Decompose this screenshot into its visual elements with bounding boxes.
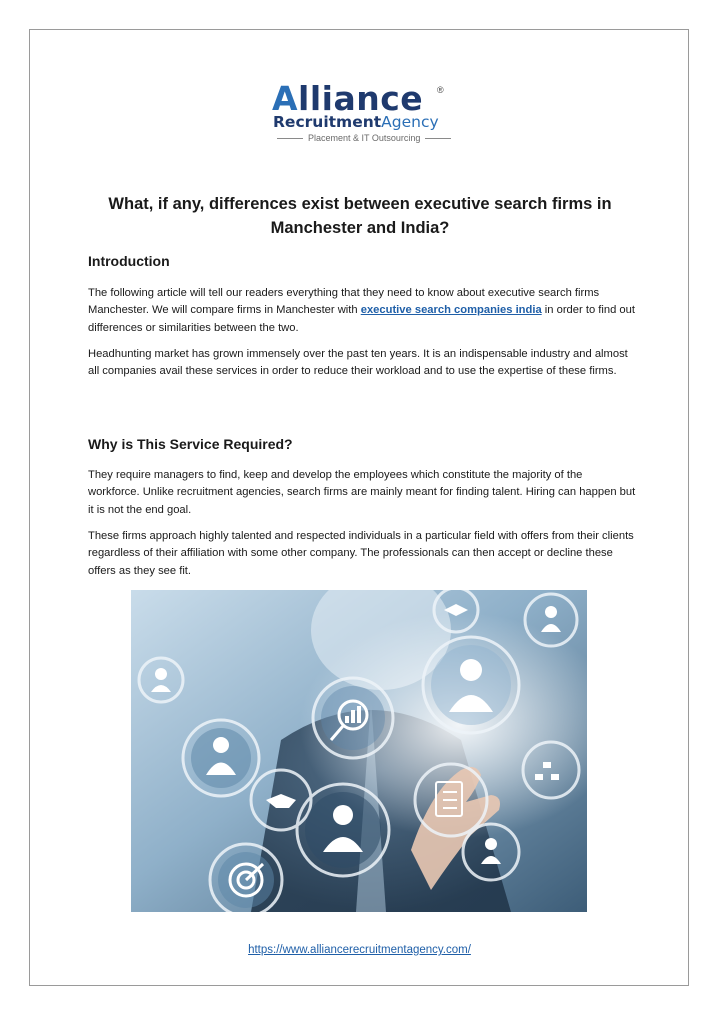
company-logo[interactable] [272,79,450,148]
logo-wordmark: Alliance [272,79,424,118]
footer-link-container [0,944,719,956]
logo-subwordmark: RecruitmentAgency [273,113,439,131]
intro-paragraph-2: Headhunting market has grown immensely over the past ten years. It is an indispensable industry and almost all companies avail these services in order to reduce their workload and to use the expertise of these firms. [88,348,628,378]
logo-tagline: Placement & IT Outsourcing [272,132,450,144]
registered-mark: ® [437,85,444,95]
article-title: What, if any, differences exist between executive search firms in Manchester and India? [108,195,612,237]
executive-search-link[interactable]: executive search companies india [360,304,542,317]
hero-image [131,590,587,912]
intro-paragraph-1: The following article will tell our readers everything that they need to know about executive search firms Manchester. We will compare firms in Manchester with executive search companies india in order to find out differences or similarities between the two. [88,287,635,334]
why-paragraph-1: They require managers to find, keep and develop the employees which constitute the majority of the workforce. Unlike recruitment agencies, search firms are mainly meant for finding talent. Hiring can happen but it is not the end goal. [88,469,636,516]
website-url-link[interactable]: https://www.alliancerecruitmentagency.com/ [248,944,471,956]
heading-introduction: Introduction [88,253,170,269]
why-paragraph-2: These firms approach highly talented and respected individuals in a particular field with offers from their clients regardless of their affiliation with some other company. The professionals can then accept or decline these offers as they see fit. [88,530,634,577]
heading-why-required: Why is This Service Required? [88,436,293,452]
